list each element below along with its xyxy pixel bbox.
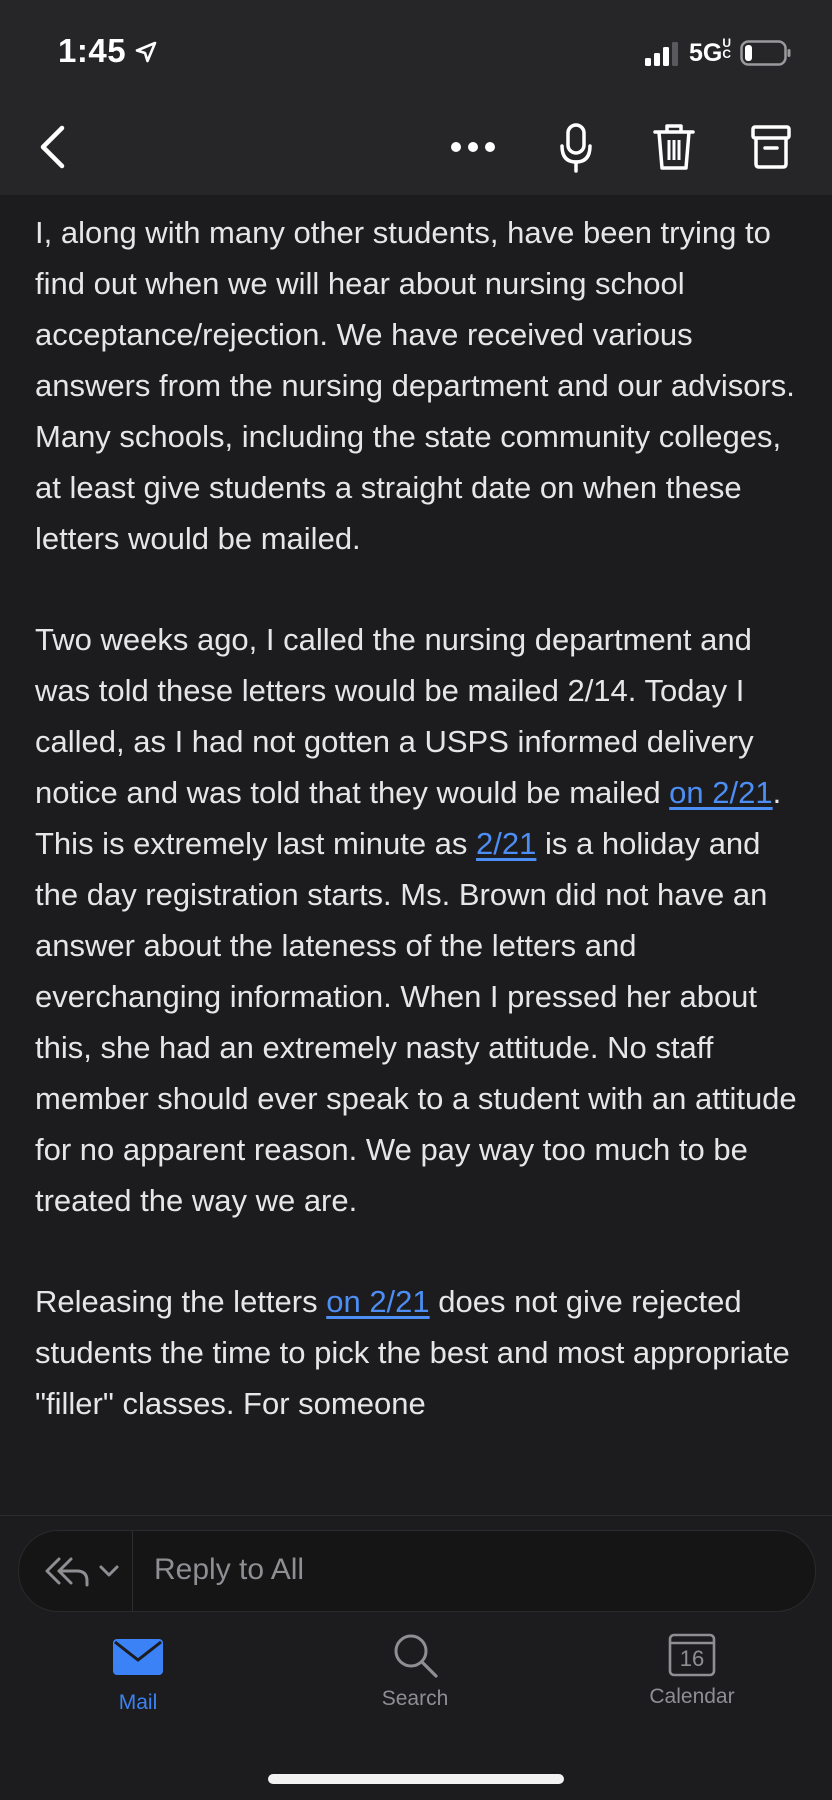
search-icon: [391, 1631, 439, 1679]
date-link[interactable]: on 2/21: [669, 775, 773, 810]
body-text: is a holiday and the day registration starts. Ms. Brown did not have an answer about the lateness of the letters and everchanging information. When I pressed her about this, she had an extremely nasty attitude. No staff member should ever speak to a student with an attitude for no apparent reason. We pay way too much to be treated the way we are.: [35, 826, 797, 1218]
reply-divider: [132, 1531, 133, 1611]
calendar-date: 16: [679, 1646, 705, 1671]
tab-bar: [0, 1615, 832, 1800]
email-body: [0, 195, 832, 1515]
tab-calendar[interactable]: [622, 1637, 762, 1709]
reply-placeholder[interactable]: Reply to All: [154, 1553, 305, 1586]
reply-all-icon[interactable]: [41, 1553, 125, 1589]
status-time: 1:45: [58, 32, 127, 69]
email-paragraph: [0, 614, 832, 1226]
date-link[interactable]: 2/21: [476, 826, 537, 861]
network-type: 5GUC: [689, 36, 732, 67]
tab-label: Search: [381, 1687, 449, 1710]
email-paragraph: [0, 1276, 832, 1429]
reply-bar: [0, 1515, 832, 1616]
home-indicator: [268, 1774, 564, 1784]
trash-icon[interactable]: [652, 122, 696, 172]
battery-icon: [740, 40, 792, 66]
body-text: Two weeks ago, I called the nursing department and was told these letters would be mailed 2/14. Today I called, as I had not gotten a USPS informed delivery notice and was told that they would be mailed: [35, 622, 754, 810]
body-text: . This is extremely last minute as: [35, 775, 782, 861]
body-text: I, along with many other students, have been trying to find out when we will hear about nursing school acceptance/rejection. We have received various answers from the nursing department and our advisors. Many schools, including the state community colleges, at least give students a straight date on when these letters would be mailed.: [35, 215, 795, 556]
email-paragraph: [0, 207, 832, 564]
message-toolbar: [0, 100, 832, 195]
date-link[interactable]: on 2/21: [326, 1284, 430, 1319]
body-text: Releasing the letters: [35, 1284, 327, 1319]
status-bar: [0, 0, 832, 100]
tab-search[interactable]: [345, 1637, 485, 1711]
back-chevron-icon[interactable]: [36, 124, 68, 170]
tab-label: Calendar: [649, 1685, 735, 1708]
mail-icon: [112, 1637, 164, 1677]
reply-all-field[interactable]: [18, 1530, 816, 1612]
more-dots-icon[interactable]: [450, 140, 496, 154]
body-text: does not give rejected students the time to pick the best and most appropriate "filler" classes. For someone: [35, 1284, 790, 1421]
microphone-icon[interactable]: [558, 122, 594, 174]
archive-icon[interactable]: [750, 124, 792, 170]
tab-mail[interactable]: [68, 1637, 208, 1715]
cellular-signal-icon: [645, 42, 681, 66]
location-arrow-icon: [134, 40, 158, 64]
tab-label: Mail: [118, 1691, 158, 1714]
calendar-icon: [668, 1631, 716, 1677]
